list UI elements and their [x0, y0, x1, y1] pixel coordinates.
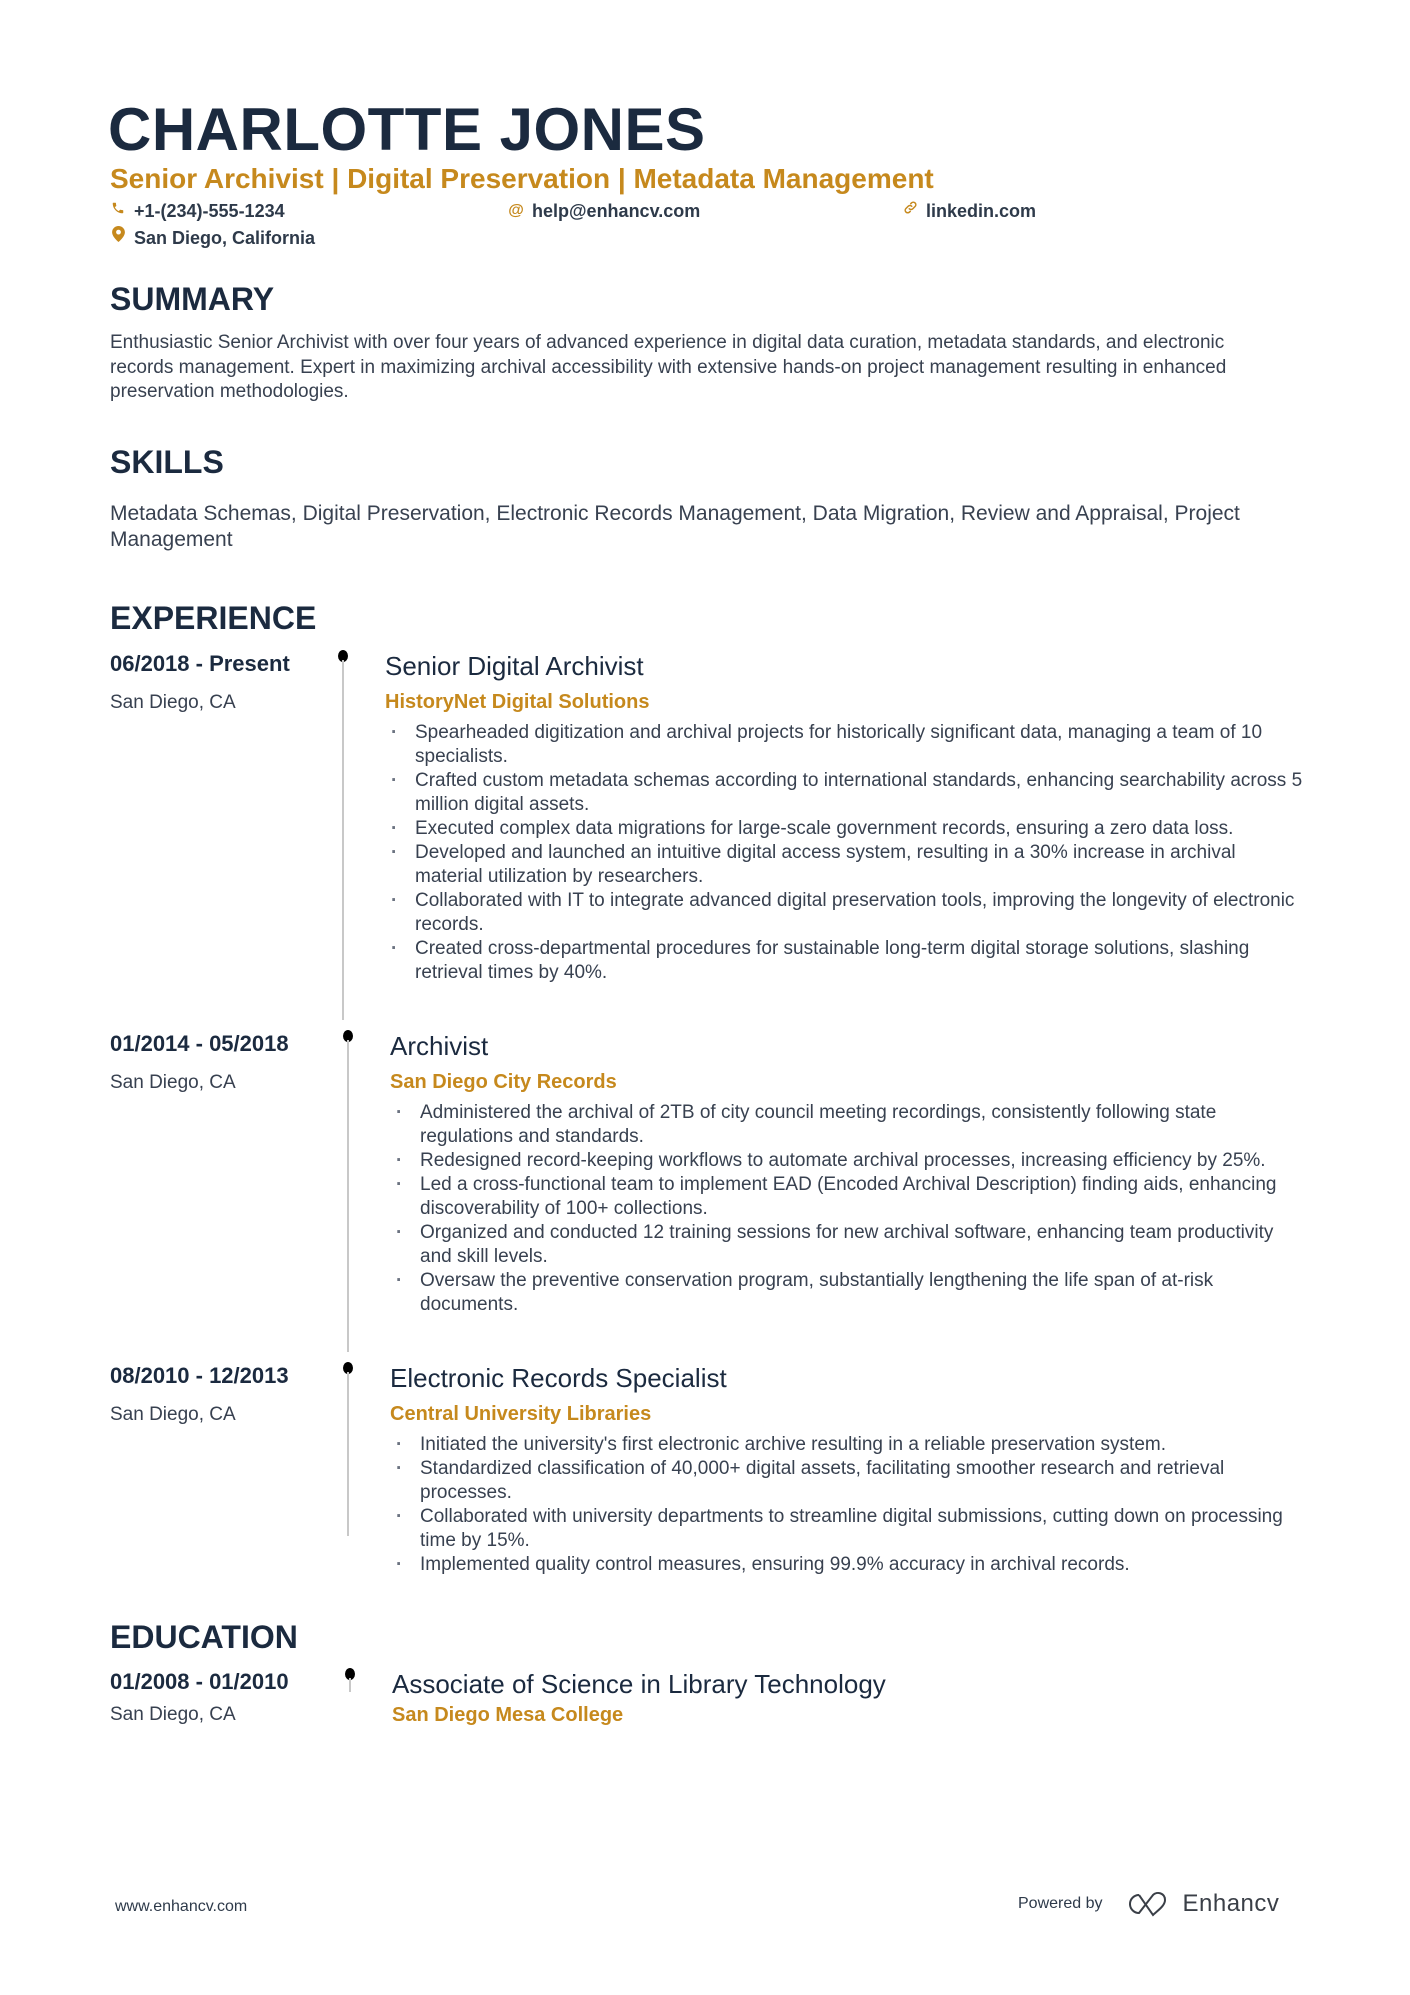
bullet-item: · Redesigned record-keeping workflows to automate archival processes, increasing efficiency by 25%.: [390, 1149, 1310, 1173]
brand-name: Enhancv: [1182, 1890, 1280, 1917]
entry-location: San Diego, CA: [110, 1072, 236, 1093]
phone-text: +1-(234)-555-1234: [134, 201, 285, 221]
link-icon: [902, 200, 918, 222]
entry-dates: 01/2014 - 05/2018: [110, 1031, 289, 1056]
phone-icon: [110, 200, 126, 222]
summary-text: Enthusiastic Senior Archivist with over four years of advanced experience in digital data curation, metadata standards, and electronic records management. Expert in maximizing archival accessibility with extensive hands-on project management resulting in enhanced preservation methodologies.: [110, 332, 1227, 402]
entry-location: San Diego, CA: [110, 1704, 236, 1725]
enhancv-logo[interactable]: [1125, 1890, 1280, 1918]
bullet-item: · Crafted custom metadata schemas according to international standards, enhancing searchability across 5 million digital assets.: [385, 769, 1305, 817]
at-icon: @: [508, 202, 524, 219]
footer-branding: [1018, 1890, 1279, 1918]
contact-location: [110, 226, 315, 249]
bullet-item: · Organized and conducted 12 training sessions for new archival software, enhancing team productivity and skill levels.: [390, 1221, 1310, 1269]
education-heading: EDUCATION: [110, 1619, 298, 1655]
bullet-item: · Led a cross-functional team to implement EAD (Encoded Archival Description) finding aids, enhancing discoverability of 100+ collections.: [390, 1173, 1310, 1221]
entry-company: HistoryNet Digital Solutions: [385, 691, 650, 713]
bullet-item: · Oversaw the preventive conservation program, substantially lengthening the life span of at-risk documents.: [390, 1269, 1310, 1317]
entry-role: Archivist: [390, 1031, 489, 1061]
enhancv-logo-icon: [1125, 1891, 1171, 1917]
summary-heading: SUMMARY: [110, 281, 275, 317]
bullet-item: · Executed complex data migrations for large-scale government records, ensuring a zero data loss.: [385, 817, 1305, 841]
bullet-item: · Collaborated with university departments to streamline digital submissions, cutting down on processing time by 15%.: [390, 1505, 1310, 1553]
footer-website[interactable]: www.enhancv.com: [115, 1898, 248, 1915]
contact-linkedin[interactable]: [902, 200, 1036, 222]
contact-phone: [110, 200, 285, 222]
bullet-item: · Developed and launched an intuitive digital access system, resulting in a 30% increase in archival material utilization by researchers.: [385, 841, 1305, 889]
bullet-item: · Initiated the university's first electronic archive resulting in a reliable preservation system.: [390, 1433, 1310, 1457]
experience-heading: EXPERIENCE: [110, 600, 317, 636]
entry-dates: 06/2018 - Present: [110, 651, 290, 676]
email-link[interactable]: help@enhancv.com: [532, 201, 701, 221]
candidate-headline: Senior Archivist | Digital Preservation | Metadata Management: [110, 163, 934, 194]
bullet-item: · Administered the archival of 2TB of city council meeting recordings, consistently following state regulations and standards.: [390, 1101, 1310, 1149]
skills-text: Metadata Schemas, Digital Preservation, Electronic Records Management, Data Migration, Review and Appraisal, Project Management: [110, 502, 1240, 551]
timeline-line: [347, 1040, 349, 1352]
entry-bullets: [390, 1433, 1310, 1577]
entry-bullets: [385, 721, 1305, 985]
location-pin-icon: [110, 226, 126, 249]
bullet-item: · Created cross-departmental procedures for sustainable long-term digital storage solutions, slashing retrieval times by 40%.: [385, 937, 1305, 985]
entry-company: San Diego City Records: [390, 1071, 617, 1093]
bullet-item: · Collaborated with IT to integrate advanced digital preservation tools, improving the longevity of electronic records.: [385, 889, 1305, 937]
entry-dates: 01/2008 - 01/2010: [110, 1669, 289, 1694]
contact-email[interactable]: [508, 200, 700, 222]
entry-bullets: [390, 1101, 1310, 1317]
entry-role: Senior Digital Archivist: [385, 651, 644, 681]
skills-heading: SKILLS: [110, 444, 224, 480]
bullet-item: · Spearheaded digitization and archival projects for historically significant data, managing a team of 10 specialists.: [385, 721, 1305, 769]
entry-dates: 08/2010 - 12/2013: [110, 1363, 289, 1388]
education-degree: Associate of Science in Library Technology: [392, 1669, 886, 1699]
bullet-item: · Implemented quality control measures, ensuring 99.9% accuracy in archival records.: [390, 1553, 1310, 1577]
entry-location: San Diego, CA: [110, 692, 236, 713]
education-school: San Diego Mesa College: [392, 1704, 624, 1726]
entry-location: San Diego, CA: [110, 1404, 236, 1425]
powered-by-label: Powered by: [1018, 1895, 1103, 1912]
timeline-line: [349, 1678, 351, 1692]
location-text: San Diego, California: [134, 227, 316, 248]
linkedin-link[interactable]: linkedin.com: [926, 201, 1037, 221]
entry-role: Electronic Records Specialist: [390, 1363, 727, 1393]
timeline-line: [347, 1372, 349, 1536]
candidate-name: CHARLOTTE JONES: [108, 96, 706, 163]
entry-company: Central University Libraries: [390, 1403, 652, 1425]
timeline-line: [342, 660, 344, 1020]
bullet-item: · Standardized classification of 40,000+ digital assets, facilitating smoother research and retrieval processes.: [390, 1457, 1310, 1505]
